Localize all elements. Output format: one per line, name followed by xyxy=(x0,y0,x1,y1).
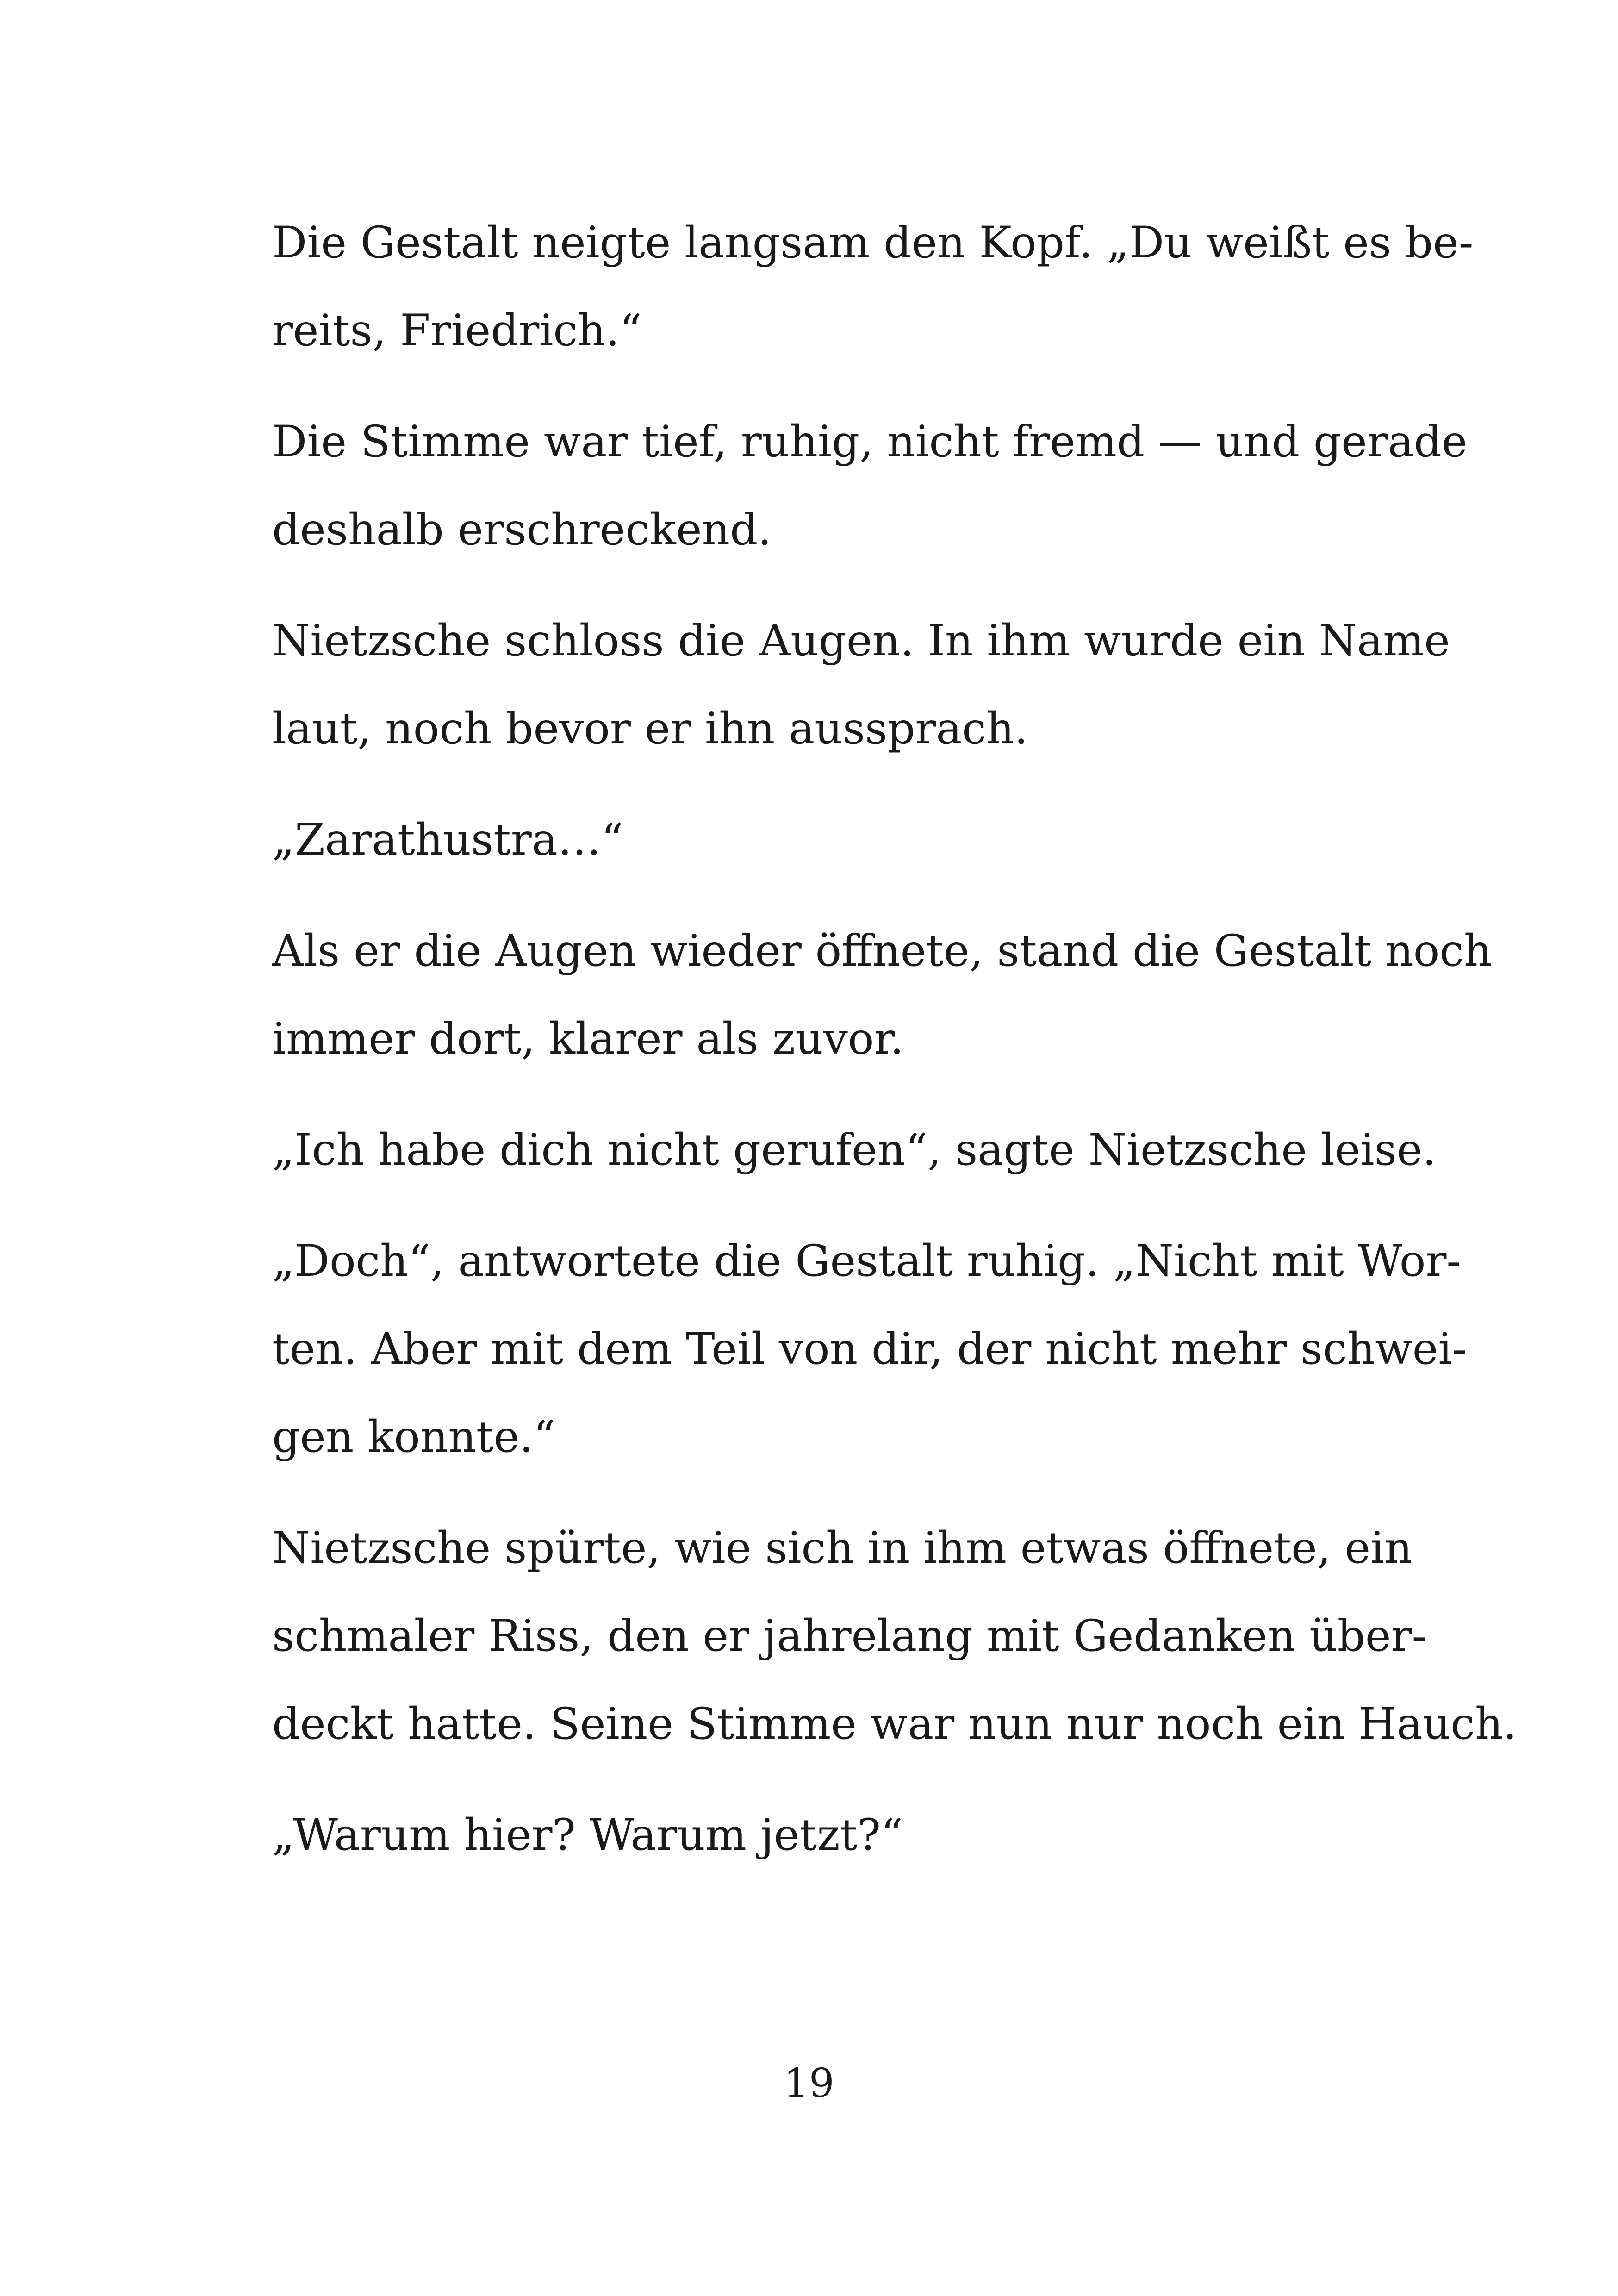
text-line: laut, noch bevor er ihn aussprach. xyxy=(272,704,1028,754)
page-number: 19 xyxy=(784,2060,834,2107)
text-line: Als er die Augen wieder öffnete, stand die Gestalt noch xyxy=(272,926,1492,976)
text-line: „Warum hier? Warum jetzt?“ xyxy=(272,1810,903,1860)
text-line: „Doch“, antwortete die Gestalt ruhig. „Nicht mit Wor- xyxy=(272,1236,1462,1286)
text-line: Die Gestalt neigte langsam den Kopf. „Du weißt es be- xyxy=(272,218,1474,268)
text-line: reits, Friedrich.“ xyxy=(272,306,642,356)
text-line: deshalb erschreckend. xyxy=(272,505,772,555)
text-line: „Ich habe dich nicht gerufen“, sagte Nietzsche leise. xyxy=(272,1125,1437,1175)
text-line: Die Stimme war tief, ruhig, nicht fremd — und gerade xyxy=(272,417,1468,467)
text-line: ten. Aber mit dem Teil von dir, der nicht mehr schwei- xyxy=(272,1324,1467,1374)
text-line: immer dort, klarer als zuvor. xyxy=(272,1014,904,1064)
text-line: Nietzsche spürte, wie sich in ihm etwas öffnete, ein xyxy=(272,1523,1413,1573)
text-line: gen konnte.“ xyxy=(272,1412,556,1462)
text-line: Nietzsche schloss die Augen. In ihm wurde ein Name xyxy=(272,616,1450,666)
text-line: schmaler Riss, den er jahrelang mit Gedanken über- xyxy=(272,1611,1427,1661)
text-line: „Zarathustra…“ xyxy=(272,815,623,865)
text-line: deckt hatte. Seine Stimme war nun nur noch ein Hauch. xyxy=(272,1699,1517,1749)
